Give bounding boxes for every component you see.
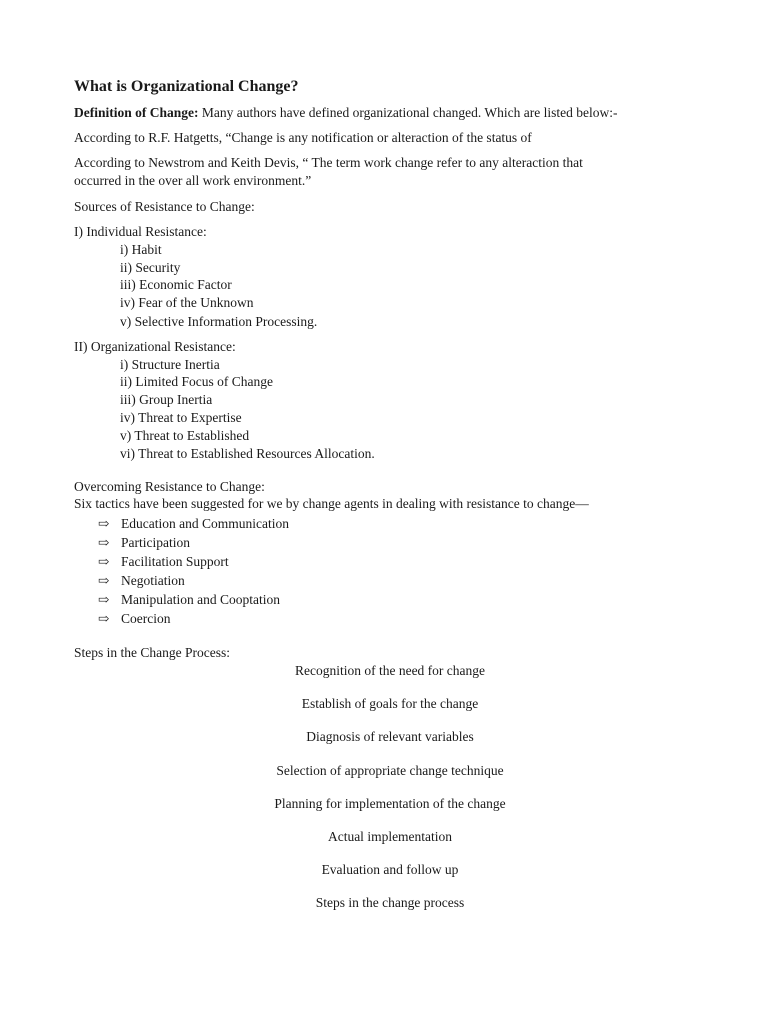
step-item: Evaluation and follow up [321, 862, 459, 877]
overcoming-heading: Overcoming Resistance to Change: [74, 479, 265, 494]
step-item: Recognition of the need for change [294, 663, 486, 678]
list-item: v) Selective Information Processing. [120, 314, 318, 329]
list-item: iii) Economic Factor [120, 277, 232, 292]
tactic-item: ⇨ Manipulation and Cooptation [98, 592, 280, 607]
overcoming-intro: Six tactics have been suggested for we by change agents in dealing with resistance to change— [74, 496, 589, 511]
organizational-heading: II) Organizational Resistance: [74, 339, 236, 354]
list-item: ii) Limited Focus of Change [120, 374, 273, 389]
page-title: What is Organizational Change? [74, 78, 299, 95]
step-item: Diagnosis of relevant variables [306, 729, 474, 744]
tactic-item: ⇨ Coercion [98, 611, 171, 626]
step-item: Establish of goals for the change [301, 696, 479, 711]
arrow-icon: ⇨ [98, 573, 110, 588]
list-item: iv) Threat to Expertise [120, 410, 242, 425]
newstrom-quote-line-1: According to Newstrom and Keith Devis, “ The term work change refer to any alteraction that [74, 155, 583, 170]
arrow-icon: ⇨ [98, 611, 110, 626]
list-item: ii) Security [120, 260, 181, 275]
tactic-item: ⇨ Participation [98, 535, 190, 550]
individual-heading: I) Individual Resistance: [74, 224, 207, 239]
list-item: i) Structure Inertia [120, 357, 220, 372]
newstrom-quote-line-2: occurred in the over all work environment.” [74, 173, 312, 188]
arrow-icon: ⇨ [98, 535, 110, 550]
arrow-icon: ⇨ [98, 592, 110, 607]
list-item: iv) Fear of the Unknown [120, 295, 254, 310]
list-item: v) Threat to Established [120, 428, 250, 443]
step-item: Selection of appropriate change technique [276, 763, 504, 778]
step-item: Planning for implementation of the change [274, 796, 506, 811]
list-item: i) Habit [120, 242, 162, 257]
steps-heading: Steps in the Change Process: [74, 645, 230, 660]
list-item: iii) Group Inertia [120, 392, 213, 407]
tactic-item: ⇨ Education and Communication [98, 516, 289, 531]
definition-label: Definition of Change: [74, 105, 199, 120]
hatgetts-quote: According to R.F. Hatgetts, “Change is any notification or alteraction of the status of [74, 130, 532, 145]
arrow-icon: ⇨ [98, 554, 110, 569]
step-item: Actual implementation [327, 829, 453, 844]
sources-heading: Sources of Resistance to Change: [74, 199, 255, 214]
list-item: vi) Threat to Established Resources Allocation. [120, 446, 375, 461]
step-item: Steps in the change process [315, 895, 465, 910]
definition-text: Many authors have defined organizational changed. Which are listed below:- [198, 105, 618, 120]
arrow-icon: ⇨ [98, 516, 110, 531]
tactic-item: ⇨ Facilitation Support [98, 554, 229, 569]
tactic-item: ⇨ Negotiation [98, 573, 185, 588]
definition-paragraph [74, 104, 617, 122]
